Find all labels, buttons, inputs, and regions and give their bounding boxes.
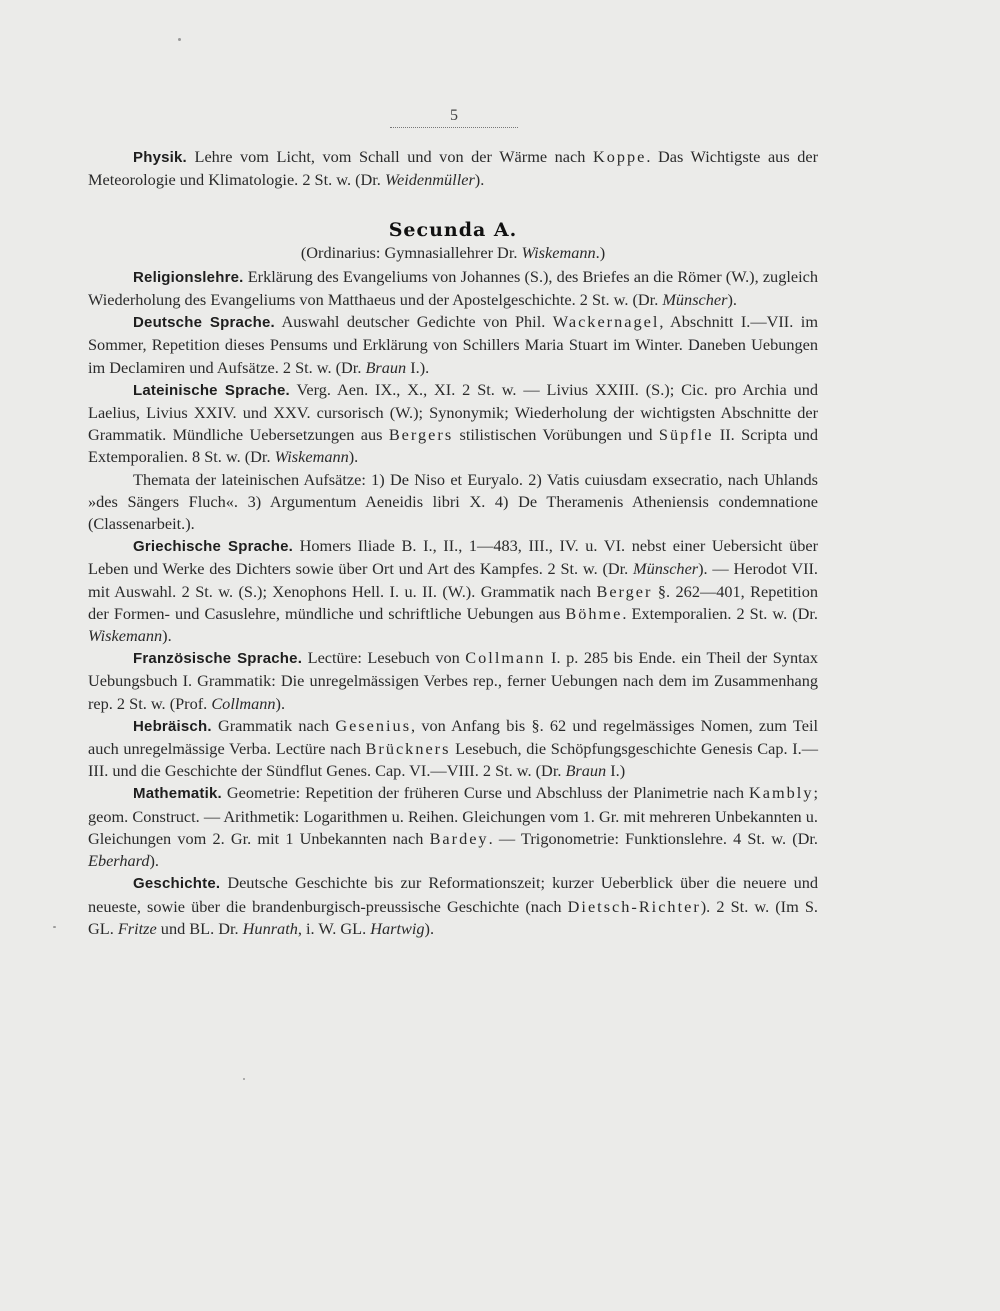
subject-label-latein: Lateinische Sprache. <box>133 381 290 399</box>
page-body <box>88 146 818 940</box>
paragraph-latein <box>88 379 818 469</box>
teacher-name: Eberhard <box>88 851 150 871</box>
teacher-name: Weidenmüller <box>384 170 475 190</box>
text: ). <box>348 447 359 467</box>
text: Geometrie: Repetition der früheren Curse und Abschluss der Planimetrie nach <box>226 783 750 803</box>
teacher-name: Münscher <box>662 290 728 310</box>
text: ). <box>474 170 485 190</box>
author-name: Bardey <box>429 828 489 848</box>
text: Erklärung des Evangeliums von Johannes (S.), des Briefes an die Römer (W.), zugleich Wiederholung des Evangeliums von Matthaeus und der Apostelgeschichte. 2 St. w. (Dr. <box>88 266 818 310</box>
text: ). <box>424 918 435 938</box>
text: ). <box>727 290 737 310</box>
author-name: Brückners <box>365 739 451 759</box>
author-name: Dietsch-Richter <box>567 896 701 916</box>
author-name: Süpfle <box>658 425 714 445</box>
subject-label-franzoesisch: Französische Sprache. <box>133 650 303 668</box>
author-name: Kambly <box>749 783 814 803</box>
teacher-name: Braun <box>365 357 407 377</box>
text: ). <box>149 851 160 871</box>
text: , i. W. GL. <box>297 918 371 938</box>
subject-label-physik: Physik. <box>133 149 187 166</box>
text: §. 262—401, Repetition der Formen- und Casuslehre, mündliche und schriftliche Uebungen aus <box>88 581 818 623</box>
text: stilistischen Vorübungen und <box>453 425 659 445</box>
text: Verg. Aen. IX., X., XI. 2 St. w. — Livius XXIII. (S.); Cic. pro Archia und Laelius, Livius XXIV. und XXV. cursorisch (W.); Synonymik; Wiederholung der wichtigsten Abschnitte der Grammatik. Mündliche Uebersetzungen aus <box>88 379 818 445</box>
teacher-name: Collmann <box>211 693 276 713</box>
paragraph-themata: Themata der lateinischen Aufsätze: 1) De Niso et Euryalo. 2) Vatis cuiusdam exsecratio, nach Uhlands »des Sängers Fluch«. 3) Argumentum Aeneidis libri X. 4) De Theramenis Atheniensis condemnatione (Classenarbeit.). <box>88 469 818 534</box>
paragraph-griechisch <box>88 535 818 647</box>
author-name: Gesenius <box>335 715 412 735</box>
teacher-name: Fritze <box>117 918 157 938</box>
author-name: Böhme <box>565 603 623 623</box>
paragraph-religion <box>88 266 818 311</box>
subject-label-deutsch: Deutsche Sprache. <box>133 314 275 332</box>
subject-label-mathematik: Mathematik. <box>133 785 222 803</box>
paper-speck <box>178 38 181 41</box>
text: Deutsche Geschichte bis zur Reformationszeit; kurzer Ueberblick über die neuere und neueste, sowie über die brandenburgisch-preussische Geschichte (nach <box>88 873 819 916</box>
author-name: Bergers <box>388 425 454 445</box>
subject-label-geschichte: Geschichte. <box>133 875 221 893</box>
paragraph-mathematik <box>88 782 818 872</box>
text: I. p. 285 bis Ende. ein Theil der Syntax Uebungsbuch I. Grammatik: Die unregelmässigen Verbes rep., ferner Uebungen nach dem im Zusammenhang rep. 2 St. w. (Prof. <box>88 648 818 713</box>
author-name: Koppe <box>592 147 647 166</box>
text: Lesebuch, die Schöpfungsgeschichte Genesis Cap. I.—III. und die Geschichte der Sündflut Genes. Cap. VI.—VIII. 2 St. w. (Dr. <box>88 739 818 781</box>
author-name: Wackernagel <box>552 312 660 332</box>
teacher-name: Braun <box>565 761 607 781</box>
teacher-name: Wiskemann <box>88 626 163 646</box>
text: ). — Herodot VII. mit Auswahl. 2 St. w. (S.); Xenophons Hell. I. u. II. (W.). Grammatik nach <box>88 559 818 601</box>
page-number: 5 <box>390 107 518 128</box>
text: und BL. Dr. <box>156 918 243 938</box>
subject-label-griechisch: Griechische Sprache. <box>133 538 293 556</box>
text: . Extemporalien. 2 St. w. (Dr. <box>622 603 818 623</box>
ordinarius-line <box>88 242 818 264</box>
text: (Ordinarius: Gymnasiallehrer Dr. <box>300 242 522 262</box>
text: Lehre vom Licht, vom Schall und von der Wärme nach <box>194 147 593 166</box>
subject-label-hebraeisch: Hebräisch. <box>133 717 212 735</box>
text: Lectüre: Lesebuch von <box>307 648 466 668</box>
text: . — Trigonometrie: Funktionslehre. 4 St. w. (Dr. <box>488 828 818 848</box>
text: ; geom. Construct. — Arithmetik: Logarithmen u. Reihen. Gleichungen vom 1. Gr. mit mehreren Unbekannten u. Gleichungen vom 2. Gr. mit 1 Unbekannten nach <box>88 783 818 848</box>
teacher-name: Wiskemann <box>521 242 596 262</box>
text: Auswahl deutscher Gedichte von Phil. <box>281 312 553 332</box>
text: , von Anfang bis §. 62 und regelmässiges Nomen, zum Teil auch unregelmässige Verba. Lectüre nach <box>88 715 818 759</box>
paragraph-geschichte <box>88 872 818 940</box>
teacher-name: Wiskemann <box>274 447 349 467</box>
paragraph-physik <box>88 146 818 191</box>
text: . Das Wichtigste aus der Meteorologie und Klimatologie. 2 St. w. (Dr. <box>88 147 819 190</box>
text: ). <box>162 626 172 646</box>
paragraph-hebraeisch <box>88 715 818 783</box>
teacher-name: Hartwig <box>370 918 425 938</box>
text: Homers Iliade B. I., II., 1—483, III., IV. u. VI. nebst einer Uebersicht über Leben und Werke des Dichters sowie über Ort und Art des Kampfes. 2 St. w. (Dr. <box>88 536 818 579</box>
text: I.) <box>606 761 626 781</box>
text: II. Scripta und Extemporalien. 8 St. w. (Dr. <box>88 425 818 467</box>
text: .) <box>595 242 606 262</box>
text: Grammatik nach <box>217 715 336 735</box>
text: ). <box>275 693 286 713</box>
paper-speck <box>243 1078 245 1080</box>
author-name: Berger <box>596 581 653 601</box>
paragraph-deutsch <box>88 311 818 379</box>
text: I.). <box>406 357 430 377</box>
section-heading: Secunda A. <box>388 219 518 242</box>
paper-speck <box>53 926 56 928</box>
paragraph-franzoesisch <box>88 647 818 715</box>
teacher-name: Hunrath <box>242 918 298 938</box>
author-name: Collmann <box>465 648 546 668</box>
text: ). 2 St. w. (Im S. GL. <box>88 896 819 938</box>
teacher-name: Münscher <box>633 559 699 579</box>
subject-label-religion: Religionslehre. <box>133 268 244 286</box>
text: , Abschnitt I.—VII. im Sommer, Repetition dieses Pensums und Erklärung von Schillers Maria Stuart im Winter. Daneben Uebungen im Declamiren und Aufsätze. 2 St. w. (Dr. <box>88 312 818 377</box>
